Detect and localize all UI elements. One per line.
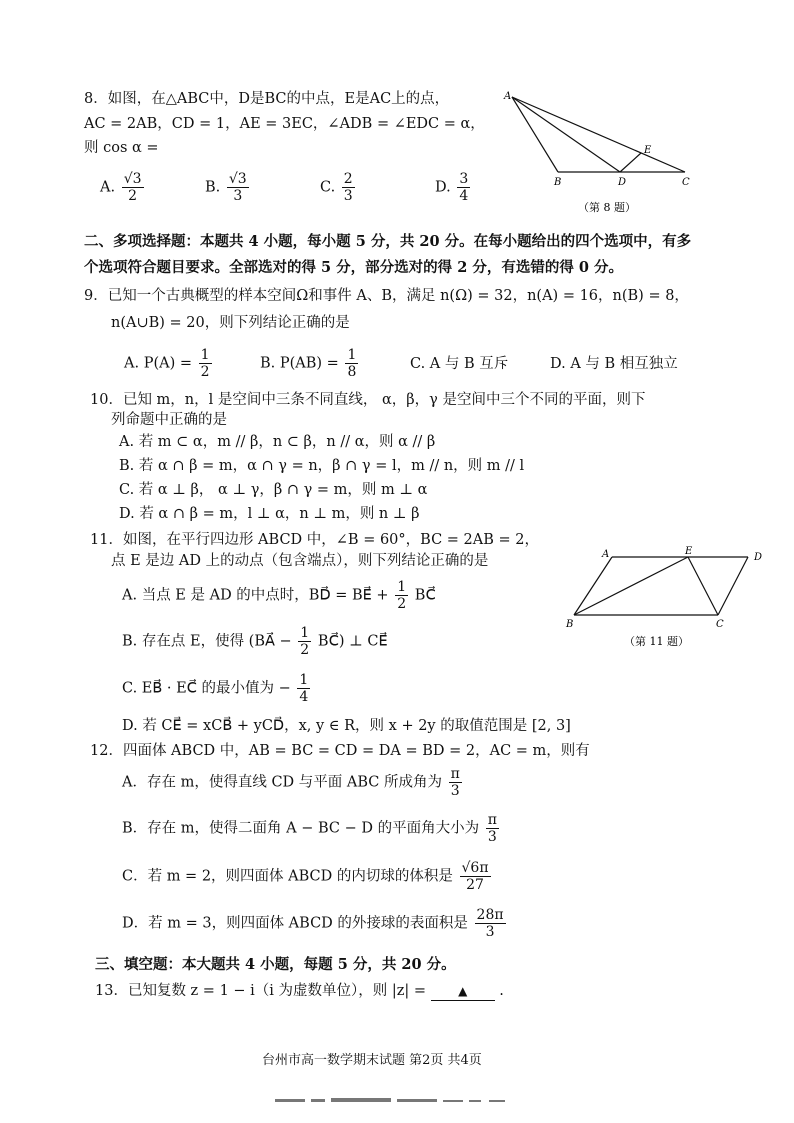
q8-line1: 8．如图，在△ABC中，D是BC的中点，E是AC上的点， [84,91,450,107]
q8-label-b: B [554,177,562,188]
q10-option-c: C. 若 α ⊥ β， α ⊥ γ，β ∩ γ = m，则 m ⊥ α [119,482,428,498]
q12-option-d: D．若 m = 3，则四面体 ABCD 的外接球的表面积是 $\frac{28\pi}{3}$ [122,907,504,940]
q8-option-a: A. $\frac{√3}{2}$ [100,171,142,204]
q9-line1: 9．已知一个古典概型的样本空间Ω和事件 A、B，满足 n(Ω) = 32，n(A) = 16，n(B) = 8， [84,288,689,304]
q8-line2: AC = 2AB，CD = 1，AE = 3EC，∠ADB = ∠EDC = α， [84,116,485,132]
q11-figure-caption: （第 11 题） [624,635,689,648]
q8-triangle-figure [500,85,710,215]
q10-option-a: A. 若 m ⊂ α，m // β，n ⊂ β，n // α，则 α // β [119,434,436,450]
q9-option-b-fraction: $\frac{1}{8}$ [347,347,357,380]
q8-label-e: E [644,145,652,156]
section3-header: 三、填空题：本大题共 4 小题，每题 5 分，共 20 分。 [95,956,456,973]
q10-line2: 列命题中正确的是 [111,412,227,428]
q8-line3: 则 cos α = [84,140,159,156]
q9-line2: n(A∪B) = 20，则下列结论正确的是 [111,315,350,331]
q11-option-a-fraction: $\frac{1}{2}$ [397,579,407,612]
q12-line1: 12．四面体 ABCD 中，AB = BC = CD = DA = BD = 2，AC = m，则有 [90,743,590,759]
q10-line1: 10．已知 m，n，l 是空间中三条不同直线， α，β，γ 是空间中三个不同的平面，则下 [90,392,646,408]
q8-figure-caption: （第 8 题） [578,201,636,214]
q11-option-c-fraction: $\frac{1}{4}$ [299,672,309,705]
q11-label-a: A [602,549,610,560]
q9-option-d: D. A 与 B 相互独立 [550,356,678,372]
q11-line1: 11．如图，在平行四边形 ABCD 中，∠B = 60°，BC = 2AB = 2， [90,532,539,548]
q8-option-d-fraction: $\frac{3}{4}$ [459,171,469,204]
q9-option-a: A. P(A) = $\frac{1}{2}$ [124,347,210,380]
q11-option-b-fraction: $\frac{1}{2}$ [300,625,310,658]
q11-label-e: E [685,546,693,557]
scan-noise-decoration [275,1096,515,1106]
q11-option-d: D. 若 CE⃗ = xCB⃗ + yCD⃗，x, y ∈ R，则 x + 2y 的取值范围是 [2, 3] [122,718,571,734]
q11-option-a: A. 当点 E 是 AD 的中点时，BD⃗ = BE⃗ + $\frac{1}{2}$ BC⃗ [122,579,436,612]
q8-label-d: D [618,177,627,188]
page-footer: 台州市高一数学期末试题 第2页 共4页 [262,1053,482,1068]
q8-option-a-fraction: $\frac{√3}{2}$ [123,171,142,204]
q8-option-d: D. $\frac{3}{4}$ [435,171,469,204]
q11-parallelogram-figure [560,545,780,655]
q11-line2: 点 E 是边 AD 上的动点（包含端点），则下列结论正确的是 [111,553,489,569]
q12-option-b-fraction: $\frac{\pi}{3}$ [487,812,497,845]
q13-answer-blank: ▲ [431,982,495,1001]
q11-label-b: B [566,619,574,630]
q11-label-c: C [716,619,724,630]
q8-option-c-fraction: $\frac{2}{3}$ [343,171,353,204]
q12-option-c-fraction: $\frac{√6\pi}{27}$ [461,860,489,893]
q9-option-b: B. P(AB) = $\frac{1}{8}$ [260,347,357,380]
q12-option-a: A．存在 m，使得直线 CD 与平面 ABC 所成角为 $\frac{\pi}{3}$ [122,766,460,799]
q10-option-d: D. 若 α ∩ β = m，l ⊥ α，n ⊥ m，则 n ⊥ β [119,506,420,522]
q11-option-c: C. EB⃗ · EC⃗ 的最小值为 − $\frac{1}{4}$ [122,672,309,705]
q11-option-b: B. 存在点 E，使得 (BA⃗ − $\frac{1}{2}$ BC⃗) ⊥ CE⃗ [122,625,388,658]
q11-label-d: D [754,552,763,563]
q12-option-d-fraction: $\frac{28\pi}{3}$ [476,907,504,940]
q12-option-b: B．存在 m，使得二面角 A − BC − D 的平面角大小为 $\frac{\pi}{3}$ [122,812,497,845]
q8-option-b-fraction: $\frac{√3}{3}$ [228,171,247,204]
q9-option-a-fraction: $\frac{1}{2}$ [200,347,210,380]
q10-option-b: B. 若 α ∩ β = m，α ∩ γ = n，β ∩ γ = l，m // n，则 m // l [119,458,525,474]
q13-line: 13．已知复数 z = 1 − i（i 为虚数单位），则 |z| = ▲ . [95,983,504,999]
q8-option-c: C. $\frac{2}{3}$ [320,171,353,204]
q9-option-c: C. A 与 B 互斥 [410,356,509,372]
q12-option-a-fraction: $\frac{\pi}{3}$ [450,766,460,799]
q8-label-a: A [504,91,512,102]
q12-option-c: C．若 m = 2，则四面体 ABCD 的内切球的体积是 $\frac{√6\pi}{27}$ [122,860,489,893]
section2-header-line2: 个选项符合题目要求。全部选对的得 5 分，部分选对的得 2 分，有选错的得 0 分。 [84,259,624,276]
q8-label-c: C [682,177,690,188]
section2-header-line1: 二、多项选择题：本题共 4 小题，每小题 5 分，共 20 分。在每小题给出的四个选项中，有多 [84,233,692,250]
q8-option-b: B. $\frac{√3}{3}$ [205,171,247,204]
